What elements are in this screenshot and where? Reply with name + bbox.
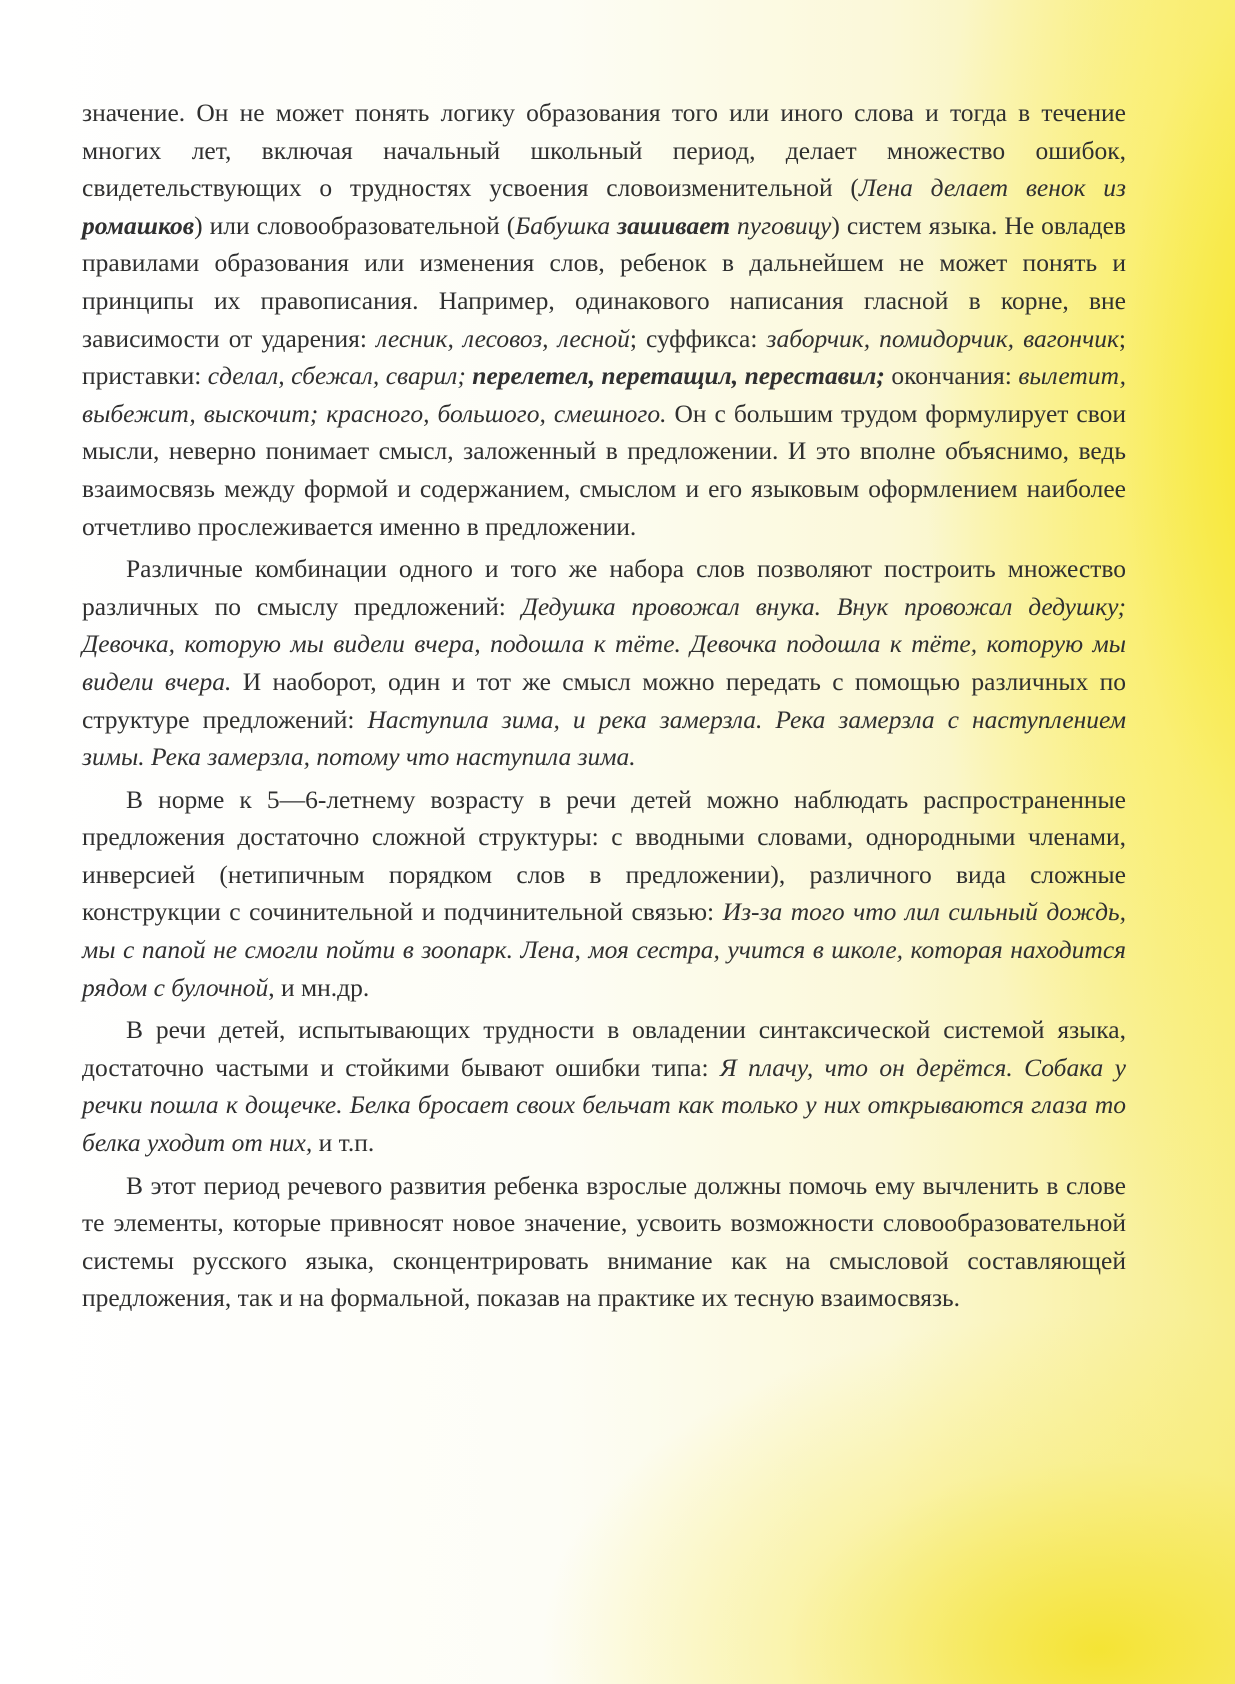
text-run: Различные комбинации одного и того же набора слов позволяют построить множество различных по смыслу предложений: (82, 554, 1126, 621)
text-run: В речи детей, испытывающих трудности в овладении синтаксической системой языка, достаточно частыми и стойкими бывают ошибки типа: (82, 1015, 1126, 1082)
italic-example: Бабушка (515, 210, 618, 240)
italic-example: Дедушка провожал внука. Внук провожал дедушку; Девочка, которую мы видели вчера, подошла к тёте. Девочка подошла к тёте, которую мы видели вчера. (82, 591, 1126, 696)
bold-italic-example: ромашков (82, 210, 195, 240)
text-run: В этот период речевого развития ребенка взрослые должны помочь ему вычленить в слове те элементы, которые привносят новое значение, усвоить возможности словообразовательной системы русского языка, сконцентрировать внимание как на смысловой составляющей предложения, так и на формальной, показав на практике их тесную взаимосвязь. (82, 1170, 1126, 1313)
text-run: значение. Он не может понять логику образования того или иного слова и тогда в течение многих лет, включая начальный школьный период, делает множество ошибок, свидетельствующих о трудностях усвоения словоизменительной ( (82, 98, 1126, 203)
text-run: окончания: (884, 361, 1019, 391)
bold-italic-example: зашивает (617, 210, 731, 240)
italic-example: заборчик, помидорчик, вагончик (766, 323, 1119, 353)
italic-example: вылетит, выбежит, выскочит; красного, большого, смешного. (82, 361, 1127, 428)
text-run: ; приставки: (82, 323, 1127, 391)
italic-example: Лена делает венок из (858, 173, 1127, 203)
text-run: И наоборот, один и тот же смысл можно передать с помощью различных по структуре предложений: (82, 666, 1126, 734)
text-run: ) систем языка. Не овладев правилами образования или изменения слов, ребенок в дальнейшем не может понять и принципы их правописания. Например, одинакового написания гласной в корне, вне зависимости от ударения: (82, 210, 1126, 353)
text-run: , и мн.др. (268, 972, 370, 1002)
italic-example: Я плачу, что он дерётся. Собака у речки пошла к дощечке. Белка бросает своих бельчат как только у них открываются глаза то белка уходит от них, (82, 1052, 1126, 1158)
page-text (82, 94, 1126, 1317)
paragraph-2 (82, 550, 1126, 776)
bold-italic-example: перелетел, перетащил, переставил; (472, 361, 885, 391)
paragraph-1 (82, 94, 1126, 545)
paragraph-3 (82, 781, 1126, 1007)
text-run: Он с большим трудом формулирует свои мысли, неверно понимает смысл, заложенный в предложении. И это вполне объяснимо, ведь взаимосвязь между формой и содержанием, смыслом и его языковым оформлением наиболее отчетливо прослеживается именно в предложении. (82, 398, 1126, 541)
text-run: ) или словообразовательной ( (194, 210, 516, 240)
italic-example: Наступила зима, и река замерзла. Река замерзла с наступлением зимы. Река замерзла, потому что наступила зима. (82, 704, 1126, 772)
italic-example: Из-за того что лил сильный дождь, мы с папой не смогли пойти в зоопарк. Лена, моя сестра, учится в школе, которая находится рядом с булочной (82, 897, 1127, 1002)
text-run: ; суффикса: (629, 323, 767, 353)
italic-example: пуговицу (730, 210, 832, 240)
paragraph-4 (82, 1011, 1126, 1161)
paragraph-5 (82, 1167, 1126, 1317)
text-run: и т.п. (312, 1128, 375, 1158)
text-run: В норме к 5—6-летнему возрасту в речи детей можно наблюдать распространенные предложения достаточно сложной структуры: с вводными словами, однородными членами, инверсией (нетипичным порядком слов в предложении), различного вида сложные конструкции с сочинительной и подчинительной связью: (82, 784, 1126, 927)
italic-example: сделал, сбежал, сварил; (207, 361, 473, 391)
italic-example: лесник, лесовоз, лесной (376, 323, 630, 353)
